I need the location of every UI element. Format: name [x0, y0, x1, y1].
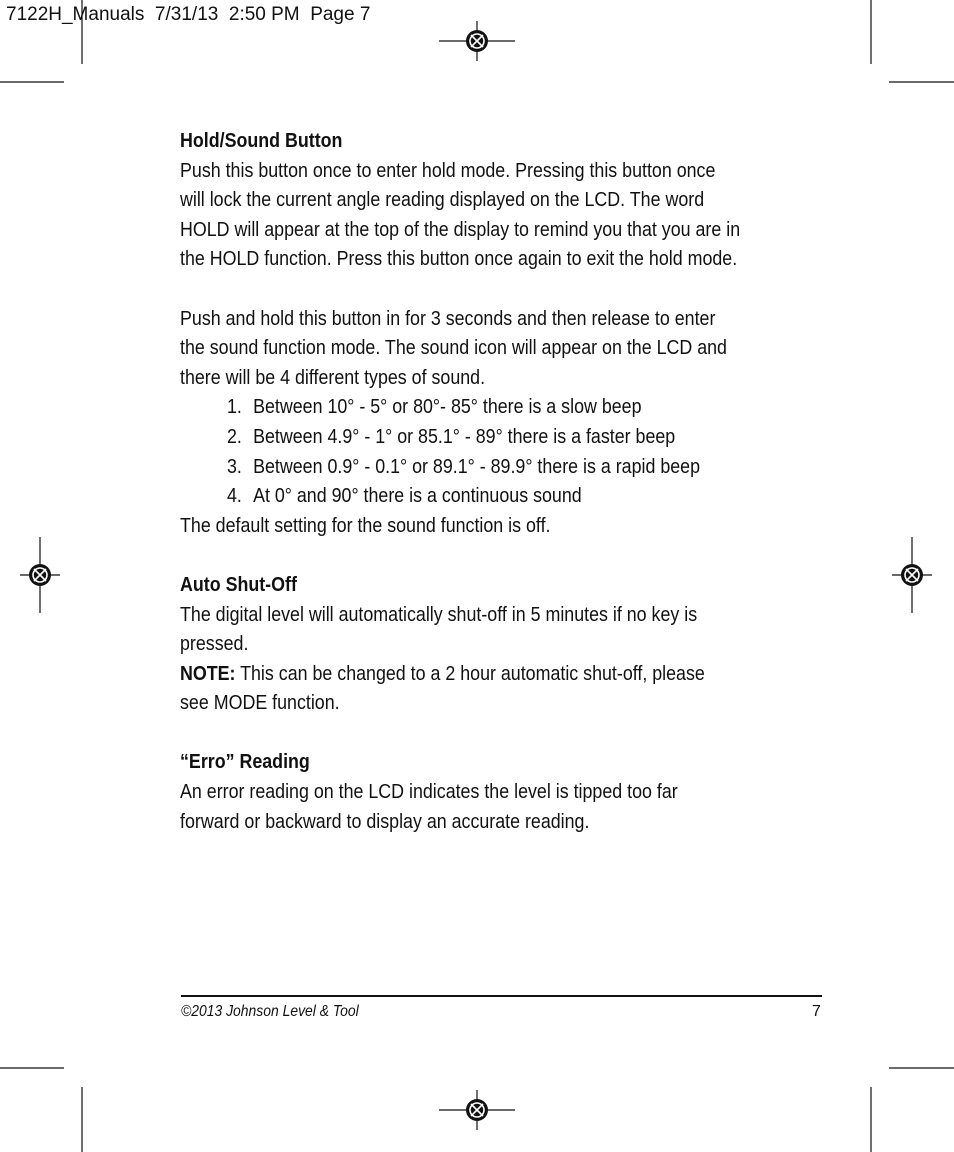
body-line: the HOLD function. Press this button once again to exit the hold mode.	[180, 247, 738, 271]
list-item: 1. Between 10° - 5° or 80°- 85° there is a slow beep	[226, 395, 642, 419]
note-line	[180, 659, 744, 689]
body-line: the sound function mode. The sound icon will appear on the LCD and	[180, 336, 727, 360]
page-content	[180, 126, 744, 836]
section-heading-erro-reading: “Erro” Reading	[180, 750, 310, 774]
footer-divider	[181, 995, 822, 997]
body-line: forward or backward to display an accurate reading.	[180, 809, 590, 833]
body-line: HOLD will appear at the top of the display to remind you that you are in	[180, 217, 741, 241]
footer-copyright: ©2013 Johnson Level & Tool	[181, 1003, 359, 1020]
registration-mark-top	[439, 21, 515, 61]
page-number: 7	[812, 1003, 821, 1020]
body-line: Push and hold this button in for 3 seconds and then release to enter	[180, 306, 716, 330]
list-item: 2. Between 4.9° - 1° or 85.1° - 89° there is a faster beep	[226, 424, 676, 448]
registration-mark-right	[892, 537, 932, 613]
registration-mark-bottom	[439, 1090, 515, 1130]
body-line: pressed.	[180, 632, 249, 656]
paragraph-gap	[180, 540, 744, 570]
registration-mark-left	[20, 537, 60, 613]
body-line: An error reading on the LCD indicates the level is tipped too far	[180, 780, 678, 804]
paragraph-gap	[180, 718, 744, 748]
note-label: NOTE:	[180, 661, 236, 685]
list-item: 4. At 0° and 90° there is a continuous sound	[226, 484, 582, 508]
paragraph-gap	[180, 274, 744, 304]
print-slug-line: 7122H_Manuals 7/31/13 2:50 PM Page 7	[6, 4, 371, 25]
sound-types-list	[180, 392, 744, 510]
body-line: Push this button once to enter hold mode. Pressing this button once	[180, 158, 716, 182]
body-line: see MODE function.	[180, 691, 340, 715]
section-heading-auto-shutoff: Auto Shut-Off	[180, 572, 297, 596]
body-line: will lock the current angle reading displayed on the LCD. The word	[180, 188, 705, 212]
body-line: The digital level will automatically shut-off in 5 minutes if no key is	[180, 602, 698, 626]
list-item: 3. Between 0.9° - 0.1° or 89.1° - 89.9° there is a rapid beep	[226, 454, 701, 478]
body-line: there will be 4 different types of sound.	[180, 365, 486, 389]
note-text: This can be changed to a 2 hour automatic shut-off, please	[235, 661, 705, 685]
body-line: The default setting for the sound function is off.	[180, 513, 551, 537]
section-heading-hold-sound: Hold/Sound Button	[180, 129, 343, 152]
